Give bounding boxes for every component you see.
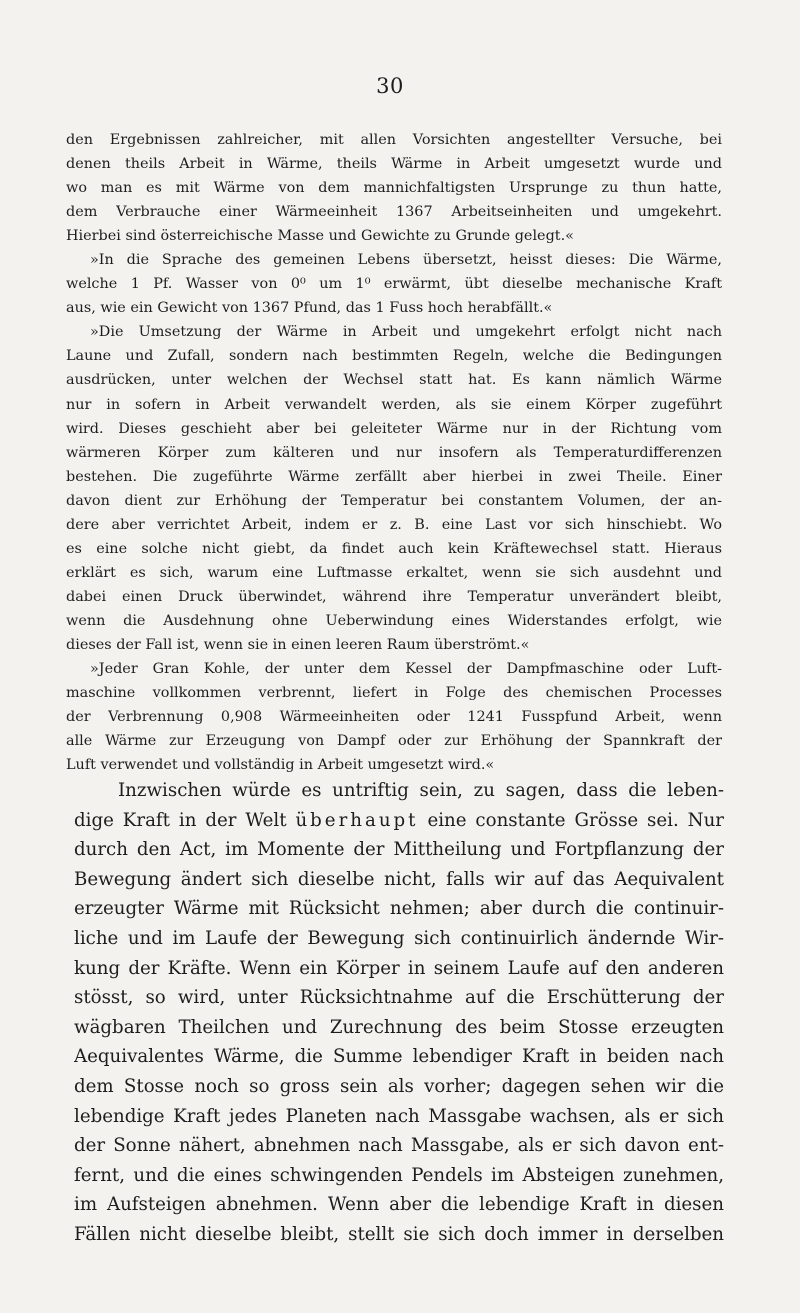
text-line: dieses der Fall ist, wenn sie in einen leeren Raum überströmt.« — [66, 636, 530, 653]
text-line: wenn die Ausdehnung ohne Ueberwindung eines Widerstandes erfolgt, wie — [66, 612, 722, 629]
text-line: Hierbei sind österreichische Masse und Gewichte zu Grunde gelegt.« — [66, 228, 574, 245]
text-line: aus, wie ein Gewicht von 1367 Pfund, das 1 Fuss hoch herabfällt.« — [66, 300, 553, 317]
text-line: dem Verbrauche einer Wärmeeinheit 1367 Arbeitseinheiten und umgekehrt. — [66, 204, 722, 221]
text-line: denen theils Arbeit in Wärme, theils Wärme in Arbeit umgesetzt wurde und — [66, 156, 722, 173]
text-line: durch den Act, im Momente der Mittheilung und Fortpflanzung der — [74, 839, 724, 861]
text-line: im Aufsteigen abnehmen. Wenn aber die lebendige Kraft in diesen — [74, 1194, 724, 1216]
text-line: maschine vollkommen verbrennt, liefert in Folge des chemischen Processes — [66, 685, 722, 702]
text-line: dem Stosse noch so gross sein als vorher; dagegen sehen wir die — [74, 1075, 724, 1097]
text-line: der Sonne nähert, abnehmen nach Massgabe, als er sich davon ent- — [74, 1135, 724, 1157]
text-line: wird. Dieses geschieht aber bei geleiteter Wärme nur in der Richtung vom — [66, 420, 722, 437]
text-line: der Verbrennung 0,908 Wärmeeinheiten oder 1241 Fusspfund Arbeit, wenn — [66, 709, 722, 726]
text-line: fernt, und die eines schwingenden Pendels im Absteigen zunehmen, — [74, 1164, 724, 1186]
text-line: bestehen. Die zugeführte Wärme zerfällt aber hierbei in zwei Theile. Einer — [66, 468, 722, 485]
text-line: dabei einen Druck überwindet, während ihre Temperatur unverändert bleibt, — [66, 588, 722, 605]
text-line: welche 1 Pf. Wasser von 0⁰ um 1⁰ erwärmt, übt dieselbe mechanische Kraft — [66, 276, 722, 293]
text-line: es eine solche nicht giebt, da findet auch kein Kräftewechsel statt. Hieraus — [66, 540, 722, 557]
text-segment: dige Kraft in der Welt — [74, 809, 296, 831]
text-line: Bewegung ändert sich dieselbe nicht, falls wir auf das Aequivalent — [74, 868, 724, 890]
text-line: lebendige Kraft jedes Planeten nach Massgabe wachsen, als er sich — [74, 1105, 724, 1127]
text-line: nur in sofern in Arbeit verwandelt werden, als sie einem Körper zugeführt — [66, 396, 722, 413]
text-line: dere aber verrichtet Arbeit, indem er z. B. eine Last vor sich hinschiebt. Wo — [66, 516, 722, 533]
text-line: alle Wärme zur Erzeugung von Dampf oder zur Erhöhung der Spannkraft der — [66, 733, 722, 750]
main-paragraph — [74, 776, 724, 1250]
emphasized-word: überhaupt — [295, 809, 419, 831]
text-line — [74, 806, 724, 836]
text-line: Luft verwendet und vollständig in Arbeit umgesetzt wird.« — [66, 757, 495, 774]
text-line: davon dient zur Erhöhung der Temperatur bei constantem Volumen, der an- — [66, 492, 722, 509]
quote-block — [66, 128, 722, 777]
text-line: Fällen nicht dieselbe bleibt, stellt sie sich doch immer in derselben — [74, 1223, 724, 1245]
text-line: Laune und Zufall, sondern nach bestimmten Regeln, welche die Bedingungen — [66, 348, 722, 365]
text-segment: eine constante Grösse sei. Nur — [418, 809, 724, 831]
text-line: kung der Kräfte. Wenn ein Körper in seinem Laufe auf den anderen — [74, 957, 724, 979]
text-line: Inzwischen würde es untriftig sein, zu sagen, dass die leben- — [118, 780, 724, 801]
text-line: »Jeder Gran Kohle, der unter dem Kessel der Dampfmaschine oder Luft- — [90, 661, 722, 678]
text-line: erzeugter Wärme mit Rücksicht nehmen; aber durch die continuir- — [74, 898, 724, 920]
text-line: erklärt es sich, warum eine Luftmasse erkaltet, wenn sie sich ausdehnt und — [66, 564, 722, 581]
text-line: liche und im Laufe der Bewegung sich continuirlich ändernde Wir- — [74, 927, 724, 949]
text-line: den Ergebnissen zahlreicher, mit allen Vorsichten angestellter Versuche, bei — [66, 132, 722, 148]
text-line: Aequivalentes Wärme, die Summe lebendiger Kraft in beiden nach — [74, 1046, 724, 1068]
text-line: »Die Umsetzung der Wärme in Arbeit und umgekehrt erfolgt nicht nach — [90, 324, 722, 341]
text-line: wärmeren Körper zum kälteren und nur insofern als Temperaturdifferenzen — [66, 444, 722, 461]
text-line: »In die Sprache des gemeinen Lebens übersetzt, heisst dieses: Die Wärme, — [90, 252, 722, 269]
text-line: ausdrücken, unter welchen der Wechsel statt hat. Es kann nämlich Wärme — [66, 372, 722, 389]
page-number: 30 — [376, 74, 404, 98]
text-line: wo man es mit Wärme von dem mannichfaltigsten Ursprunge zu thun hatte, — [66, 180, 722, 197]
text-line: stösst, so wird, unter Rücksichtnahme auf die Erschütterung der — [74, 987, 724, 1009]
text-line: wägbaren Theilchen und Zurechnung des beim Stosse erzeugten — [74, 1016, 724, 1038]
